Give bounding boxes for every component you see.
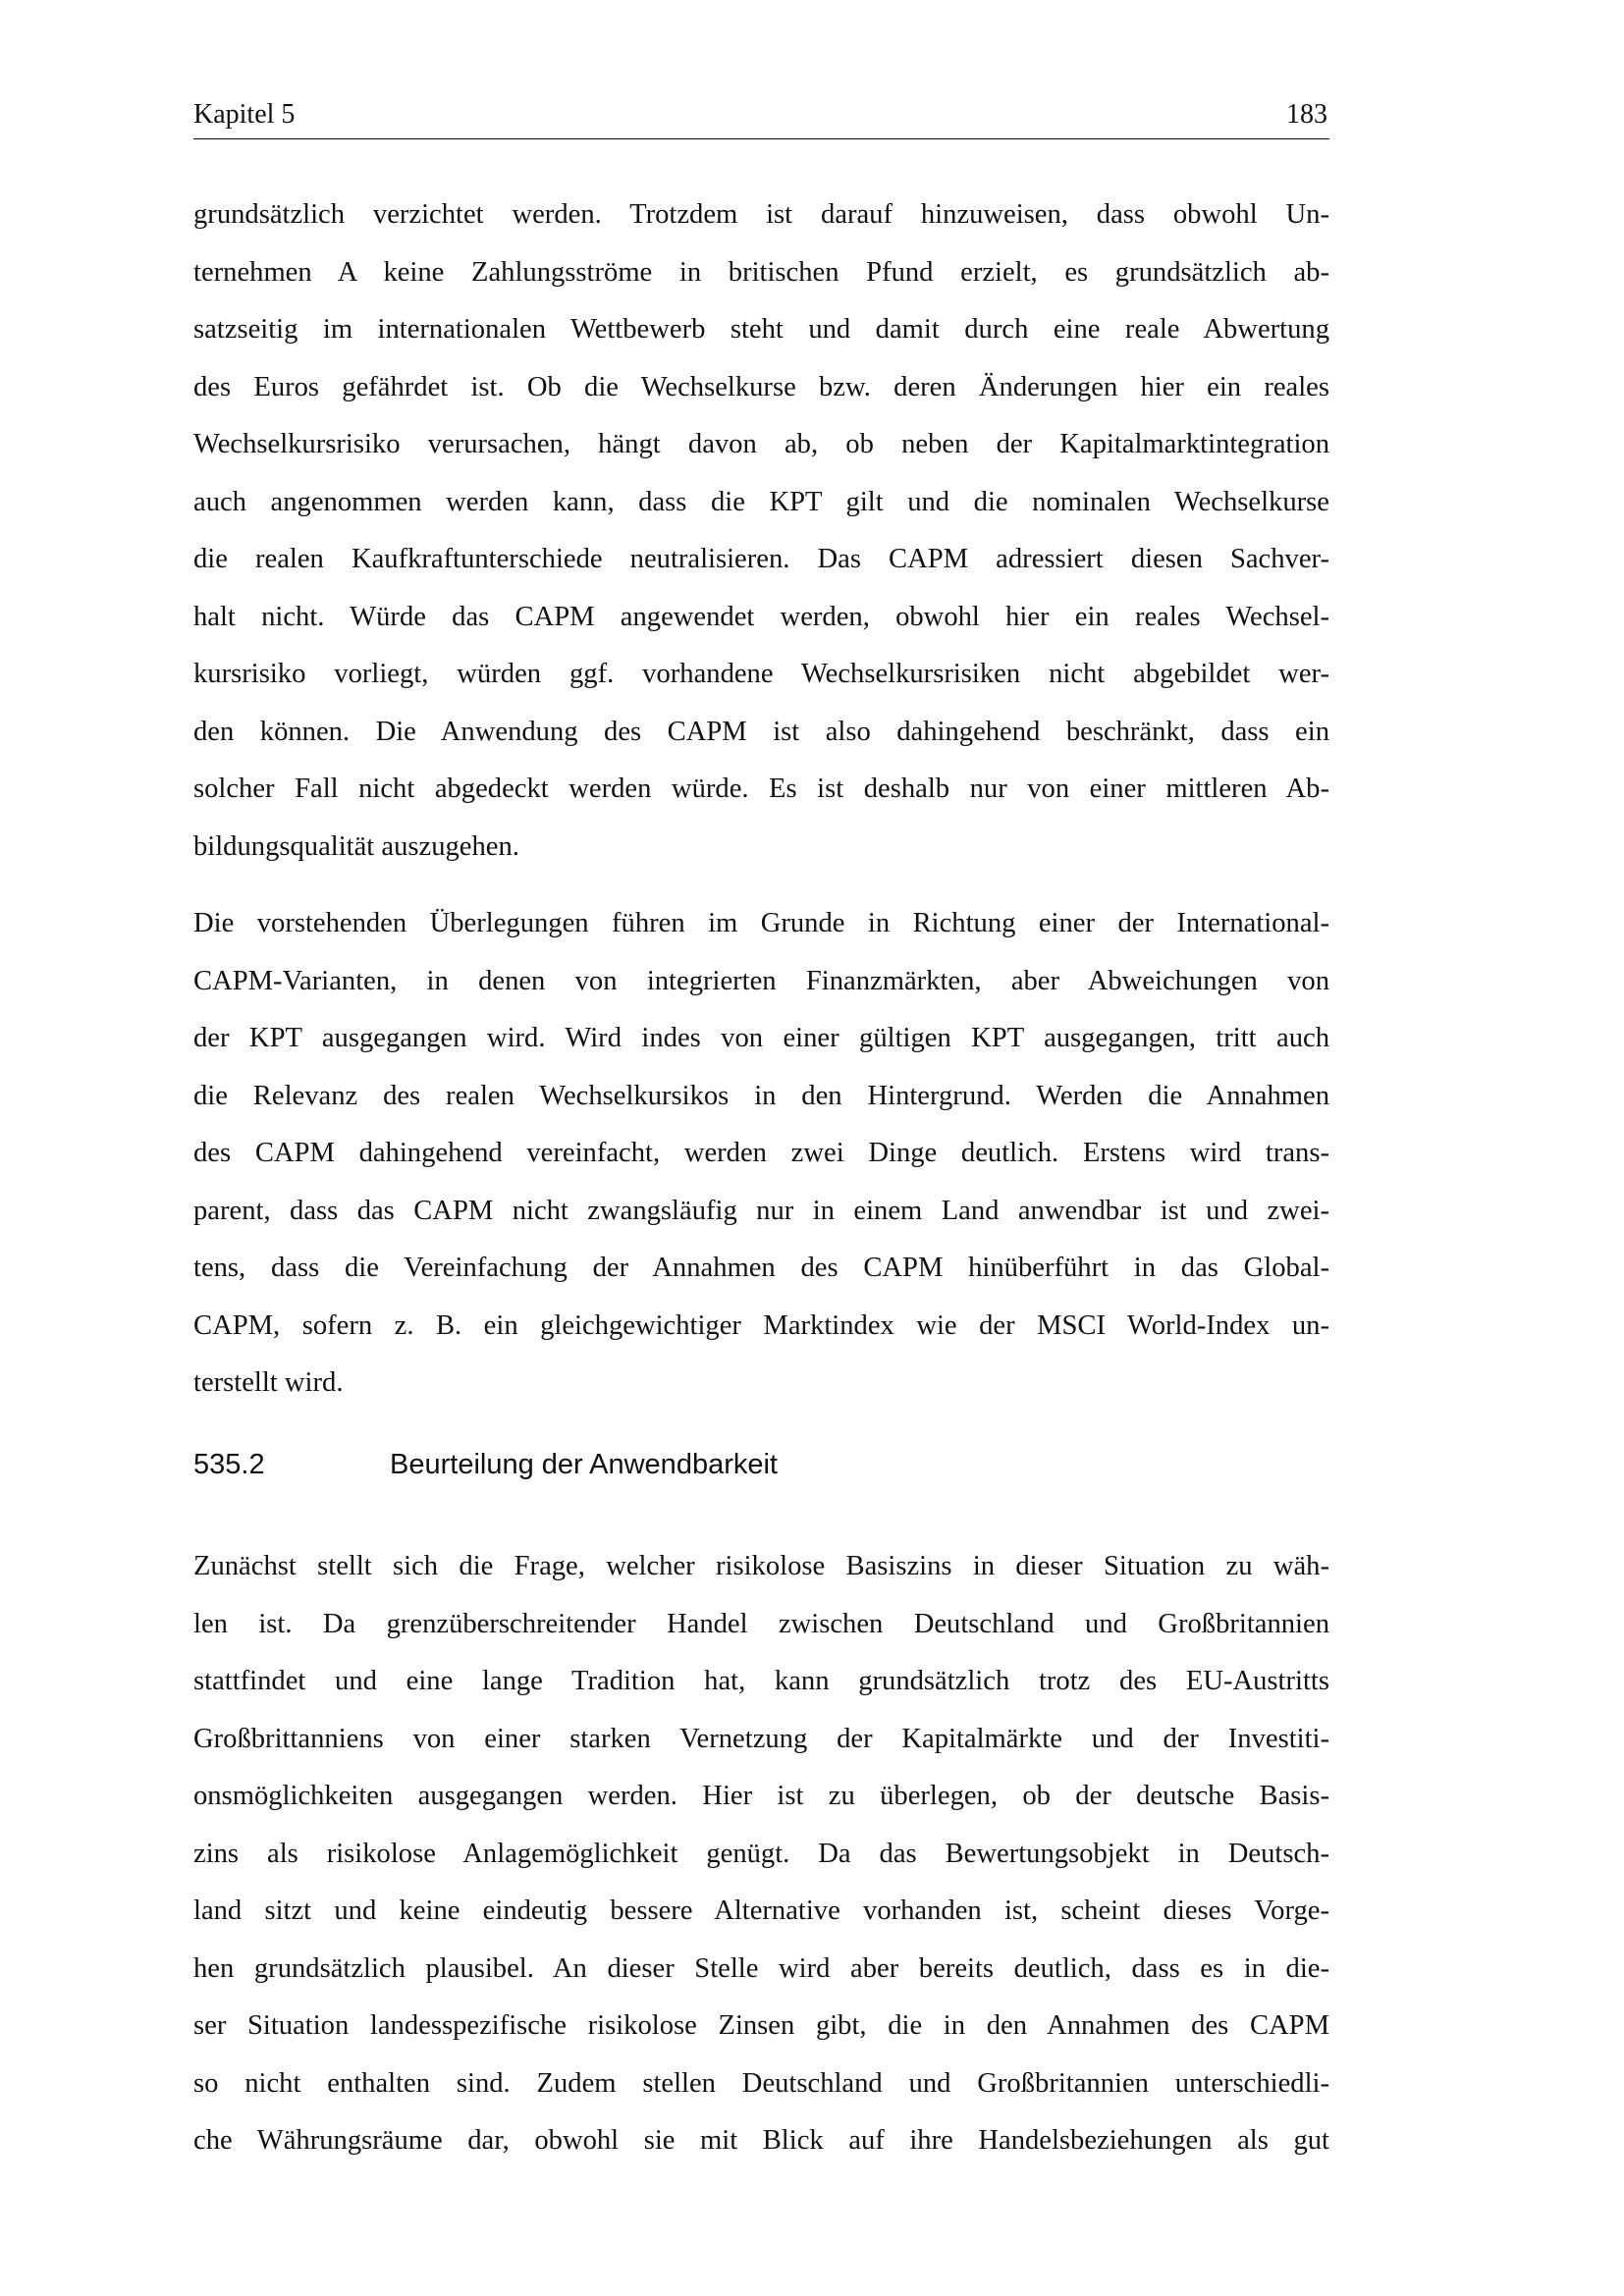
page-number: 183 bbox=[1286, 99, 1327, 130]
text-line: che Währungsräume dar, obwohl sie mit Blick auf ihre Handelsbeziehungen als gut bbox=[193, 2125, 1329, 2156]
chapter-label: Kapitel 5 bbox=[193, 99, 296, 130]
text-line: CAPM, sofern z. B. ein gleichgewichtiger Marktindex wie der MSCI World-Index un- bbox=[193, 1309, 1329, 1341]
paragraph-3 bbox=[193, 1538, 1329, 2170]
section-title: Beurteilung der Anwendbarkeit bbox=[390, 1449, 778, 1480]
text-line: parent, dass das CAPM nicht zwangsläufig nur in einem Land anwendbar ist und zwei- bbox=[193, 1195, 1329, 1226]
text-line: der KPT ausgegangen wird. Wird indes von einer gültigen KPT ausgegangen, tritt auch bbox=[193, 1023, 1329, 1053]
text-line: hen grundsätzlich plausibel. An dieser Stelle wird aber bereits deutlich, dass es in die- bbox=[193, 1952, 1329, 1984]
text-line: grundsätzlich verzichtet werden. Trotzdem ist darauf hinzuweisen, dass obwohl Un- bbox=[193, 199, 1329, 230]
paragraph-2 bbox=[193, 895, 1329, 1413]
text-line: bildungsqualität auszugehen. bbox=[193, 830, 519, 862]
paragraph-1 bbox=[193, 187, 1329, 876]
text-line: stattfindet und eine lange Tradition hat, kann grundsätzlich trotz des EU-Austritts bbox=[193, 1666, 1329, 1696]
running-header bbox=[193, 99, 1329, 139]
text-line: len ist. Da grenzüberschreitender Handel zwischen Deutschland und Großbritannien bbox=[193, 1608, 1329, 1639]
section-number: 535.2 bbox=[193, 1449, 265, 1480]
text-line: land sitzt und keine eindeutig bessere Alternative vorhanden ist, scheint dieses Vorge- bbox=[193, 1896, 1329, 1926]
text-line: Großbrittanniens von einer starken Vernetzung der Kapitalmärkte und der Investiti- bbox=[193, 1723, 1329, 1754]
text-line: so nicht enthalten sind. Zudem stellen Deutschland und Großbritannien unterschiedli- bbox=[193, 2067, 1329, 2099]
text-line: den können. Die Anwendung des CAPM ist also dahingehend beschränkt, dass ein bbox=[193, 716, 1329, 747]
text-line: ser Situation landesspezifische risikolose Zinsen gibt, die in den Annahmen des CAPM bbox=[193, 2010, 1329, 2041]
text-line: ternehmen A keine Zahlungsströme in britischen Pfund erzielt, es grundsätzlich ab- bbox=[193, 256, 1329, 288]
text-line: terstellt wird. bbox=[193, 1367, 344, 1398]
text-line: halt nicht. Würde das CAPM angewendet werden, obwohl hier ein reales Wechsel- bbox=[193, 601, 1329, 632]
text-line: Die vorstehenden Überlegungen führen im Grunde in Richtung einer der International- bbox=[193, 908, 1329, 938]
text-line: die realen Kaufkraftunterschiede neutralisieren. Das CAPM adressiert diesen Sachver- bbox=[193, 544, 1329, 574]
text-line: die Relevanz des realen Wechselkursikos in den Hintergrund. Werden die Annahmen bbox=[193, 1080, 1329, 1111]
text-line: Zunächst stellt sich die Frage, welcher risikolose Basiszins in dieser Situation zu wäh- bbox=[193, 1551, 1329, 1581]
text-line: CAPM-Varianten, in denen von integrierten Finanzmärkten, aber Abweichungen von bbox=[193, 965, 1329, 996]
text-line: zins als risikolose Anlagemöglichkeit genügt. Da das Bewertungsobjekt in Deutsch- bbox=[193, 1838, 1329, 1869]
text-line: auch angenommen werden kann, dass die KPT gilt und die nominalen Wechselkurse bbox=[193, 486, 1329, 517]
text-line: solcher Fall nicht abgedeckt werden würde. Es ist deshalb nur von einer mittleren Ab- bbox=[193, 774, 1329, 804]
section-heading bbox=[193, 1449, 1329, 1488]
text-line: des CAPM dahingehend vereinfacht, werden zwei Dinge deutlich. Erstens wird trans- bbox=[193, 1138, 1329, 1168]
text-line: des Euros gefährdet ist. Ob die Wechselkurse bzw. deren Änderungen hier ein reales bbox=[193, 371, 1329, 402]
text-line: tens, dass die Vereinfachung der Annahmen des CAPM hinüberführt in das Global- bbox=[193, 1253, 1329, 1283]
text-line: satzseitig im internationalen Wettbewerb steht und damit durch eine reale Abwertung bbox=[193, 314, 1329, 345]
text-line: kursrisiko vorliegt, würden ggf. vorhandene Wechselkursrisiken nicht abgebildet wer- bbox=[193, 659, 1329, 689]
text-line: Wechselkursrisiko verursachen, hängt davon ab, ob neben der Kapitalmarktintegration bbox=[193, 429, 1329, 459]
text-line: onsmöglichkeiten ausgegangen werden. Hier ist zu überlegen, ob der deutsche Basis- bbox=[193, 1781, 1329, 1811]
